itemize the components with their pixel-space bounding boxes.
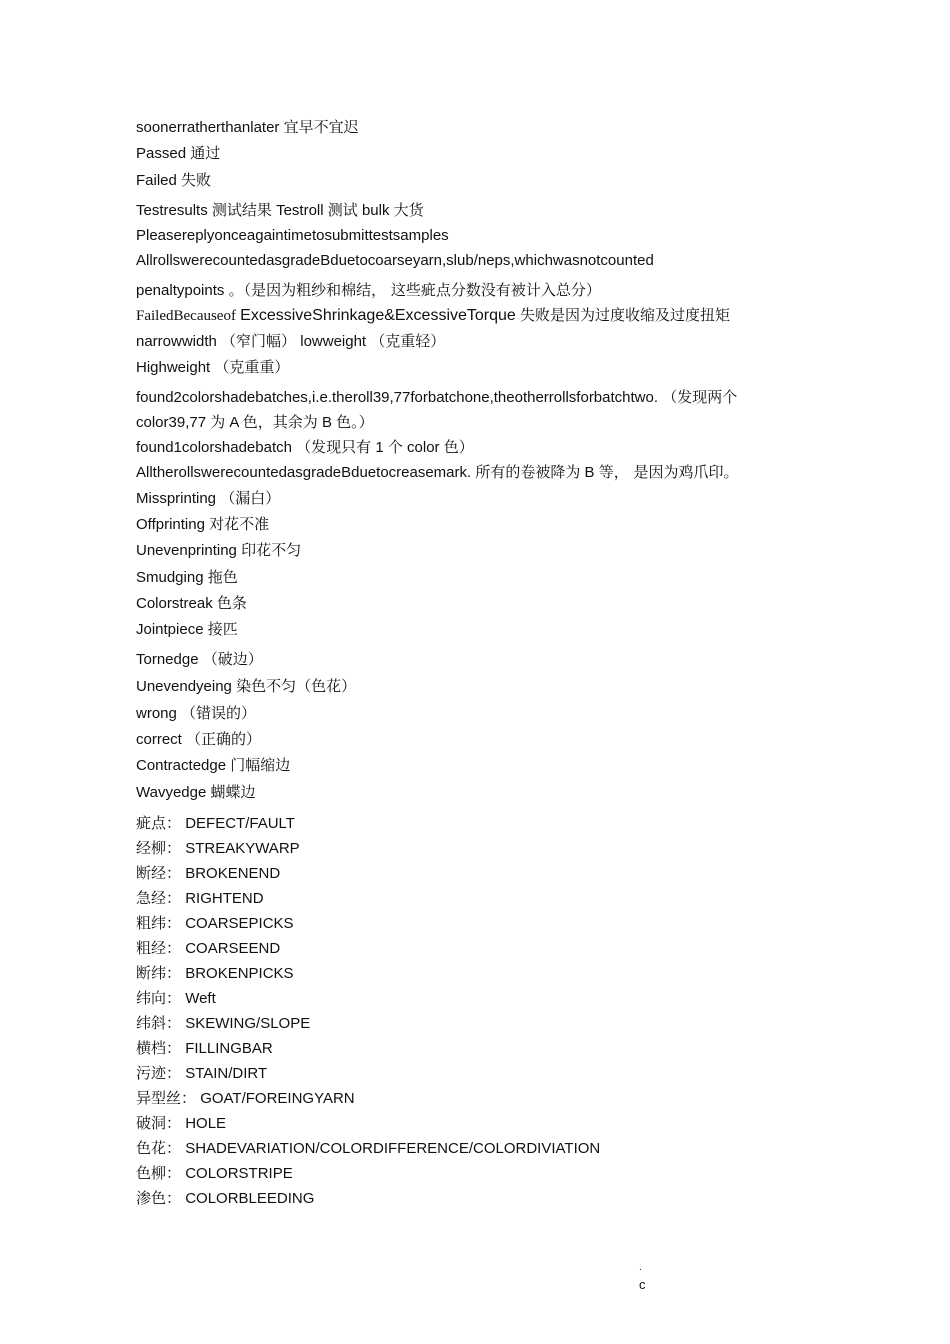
text-line [136, 567, 238, 588]
text-segment: lowweight [300, 333, 367, 350]
text-segment: 破洞： [136, 1114, 182, 1132]
text-segment: Wavyedge [136, 784, 207, 801]
text-segment: Testroll [276, 202, 324, 219]
text-segment: HOLE [185, 1115, 227, 1132]
text-segment: Weft [185, 990, 216, 1007]
text-segment: Unevenprinting [136, 542, 237, 559]
text-segment: soonerratherthanlater [136, 119, 280, 136]
text-segment: 通过 [190, 144, 221, 162]
text-segment: 色。） [336, 413, 374, 431]
text-segment: 个 [387, 438, 403, 456]
text-segment: Testresults [136, 202, 208, 219]
text-line [136, 619, 238, 640]
text-line [136, 1113, 226, 1134]
text-segment: 色柳： [136, 1164, 182, 1182]
text-segment: 异型丝： [136, 1089, 197, 1107]
text-segment: narrowwidth [136, 333, 217, 350]
text-segment: （克重重） [214, 358, 290, 376]
text-line [136, 813, 295, 834]
text-segment: 。（是因为粗纱和棉结， 这些疵点分数没有被计入总分） [228, 281, 601, 299]
text-segment: 色条 [216, 594, 247, 612]
text-line [136, 913, 294, 934]
text-segment: （克重轻） [370, 332, 446, 350]
text-segment: Failed [136, 172, 177, 189]
text-segment: found2colorshadebatches,i.e.theroll39,77forbatchone,theotherrollsforbatchtwo. [136, 389, 659, 406]
text-segment: BROKENPICKS [185, 965, 294, 982]
footer-page-mark: c [639, 1277, 646, 1292]
text-segment: 等， 是因为鸡爪印。 [598, 463, 739, 481]
text-segment: Unevendyeing [136, 678, 232, 695]
text-segment: wrong [136, 705, 177, 722]
text-line [136, 1063, 267, 1084]
text-line [136, 331, 445, 352]
text-segment: SKEWING/SLOPE [185, 1015, 311, 1032]
text-line [136, 703, 256, 724]
text-segment: SHADEVARIATION/COLORDIFFERENCE/COLORDIVIATION [185, 1140, 601, 1157]
text-segment: 渗色： [136, 1189, 182, 1207]
text-segment: 疵点： [136, 814, 182, 832]
text-segment: 测试结果 [211, 201, 272, 219]
text-segment: 门幅缩边 [230, 756, 291, 774]
text-segment: bulk [361, 202, 390, 219]
text-segment: 接匹 [207, 620, 238, 638]
text-segment: 污迹： [136, 1064, 182, 1082]
text-segment: 断纬： [136, 964, 182, 982]
text-segment: （发现只有 [296, 438, 372, 456]
text-segment: STAIN/DIRT [185, 1065, 268, 1082]
text-segment: （窄门幅） [221, 332, 297, 350]
text-segment: 失败是因为过度收缩及过度扭矩 [520, 306, 731, 324]
text-line [136, 540, 301, 561]
text-segment: Pleasereplyonceagaintimetosubmittestsamples [136, 227, 449, 244]
text-line [136, 888, 264, 909]
text-line [136, 462, 739, 483]
text-segment: Jointpiece [136, 621, 204, 638]
text-segment: 失败 [181, 171, 212, 189]
text-segment: Smudging [136, 569, 204, 586]
text-line [136, 729, 261, 750]
text-line [136, 1088, 355, 1109]
text-line [136, 838, 300, 859]
text-line [136, 143, 220, 164]
text-segment: A [229, 414, 239, 431]
text-segment: 1 [375, 439, 384, 456]
text-segment: Offprinting [136, 516, 205, 533]
text-segment: penaltypoints [136, 282, 225, 299]
text-line [136, 649, 263, 670]
text-line [136, 1038, 273, 1059]
text-segment: （漏白） [220, 489, 281, 507]
text-line [136, 412, 374, 433]
text-line [136, 988, 216, 1009]
text-line [136, 280, 601, 301]
text-segment: 色花： [136, 1139, 182, 1157]
text-segment: color39,77 [136, 414, 207, 431]
text-segment: color [407, 439, 440, 456]
text-line [136, 593, 247, 614]
text-line [136, 305, 730, 326]
text-segment: BROKENEND [185, 865, 281, 882]
text-segment: 粗经： [136, 939, 182, 957]
text-segment: GOAT/FOREINGYARN [200, 1090, 355, 1107]
text-segment: RIGHTEND [185, 890, 264, 907]
text-segment: COLORBLEEDING [185, 1190, 315, 1207]
text-segment: found1colorshadebatch [136, 439, 292, 456]
text-segment: FILLINGBAR [185, 1040, 273, 1057]
text-segment: 染色不匀（色花） [236, 677, 357, 695]
text-segment: AllrollswerecountedasgradeBduetocoarseyarn,slub/neps,whichwasnotcounted [136, 252, 654, 269]
text-line [136, 755, 290, 776]
text-line [136, 357, 289, 378]
text-segment: STREAKYWARP [185, 840, 300, 857]
text-segment: 对花不准 [209, 515, 270, 533]
text-segment: 大货 [393, 201, 424, 219]
text-segment: B [321, 414, 332, 431]
text-segment: 粗纬： [136, 914, 182, 932]
text-segment: 断经： [136, 864, 182, 882]
footer-dot: . [639, 1262, 642, 1273]
text-segment: （破边） [202, 650, 263, 668]
text-segment: 蝴蝶边 [210, 783, 256, 801]
text-line [136, 1138, 600, 1159]
text-segment: 为 [210, 413, 226, 431]
text-line [136, 1163, 293, 1184]
text-segment: ExcessiveShrinkage&ExcessiveTorque [240, 307, 516, 324]
text-line [136, 117, 359, 138]
text-segment: Contractedge [136, 757, 227, 774]
text-line [136, 963, 294, 984]
text-segment: Tornedge [136, 651, 199, 668]
text-segment: correct [136, 731, 182, 748]
text-line [136, 676, 356, 697]
text-segment: （正确的） [186, 730, 262, 748]
text-segment: 经柳： [136, 839, 182, 857]
text-line [136, 1013, 310, 1034]
text-line [136, 170, 211, 191]
text-segment: 纬向： [136, 989, 182, 1007]
text-segment: COARSEEND [185, 940, 281, 957]
text-segment: 急经： [136, 889, 182, 907]
text-segment: COLORSTRIPE [185, 1165, 293, 1182]
text-line [136, 863, 280, 884]
text-segment: B [584, 464, 595, 481]
text-segment: （错误的） [181, 704, 257, 722]
text-segment: Passed [136, 145, 187, 162]
text-segment: AlltherollswerecountedasgradeBduetocreasemark. [136, 464, 472, 481]
text-segment: COARSEPICKS [185, 915, 294, 932]
text-line [136, 488, 280, 509]
text-line [136, 251, 654, 271]
text-line [136, 437, 474, 458]
text-segment: 色） [443, 438, 474, 456]
text-segment: Missprinting [136, 490, 217, 507]
text-segment: 纬斜： [136, 1014, 182, 1032]
text-line [136, 387, 737, 408]
text-line [136, 226, 449, 246]
text-segment: 所有的卷被降为 [475, 463, 581, 481]
text-line [136, 514, 269, 535]
text-line [136, 200, 424, 221]
text-segment: DEFECT/FAULT [185, 815, 295, 832]
text-segment: FailedBecauseof [136, 308, 236, 324]
text-line [136, 1188, 314, 1209]
text-segment: 印花不匀 [241, 541, 302, 559]
text-segment: Colorstreak [136, 595, 213, 612]
text-segment: 宜早不宜迟 [283, 118, 359, 136]
text-line [136, 782, 256, 803]
text-segment: 拖色 [207, 568, 238, 586]
text-segment: 色，其余为 [242, 413, 318, 431]
text-segment: 横档： [136, 1039, 182, 1057]
text-segment: Highweight [136, 359, 211, 376]
text-line [136, 938, 280, 959]
text-segment: （发现两个 [662, 388, 738, 406]
text-segment: 测试 [327, 201, 358, 219]
